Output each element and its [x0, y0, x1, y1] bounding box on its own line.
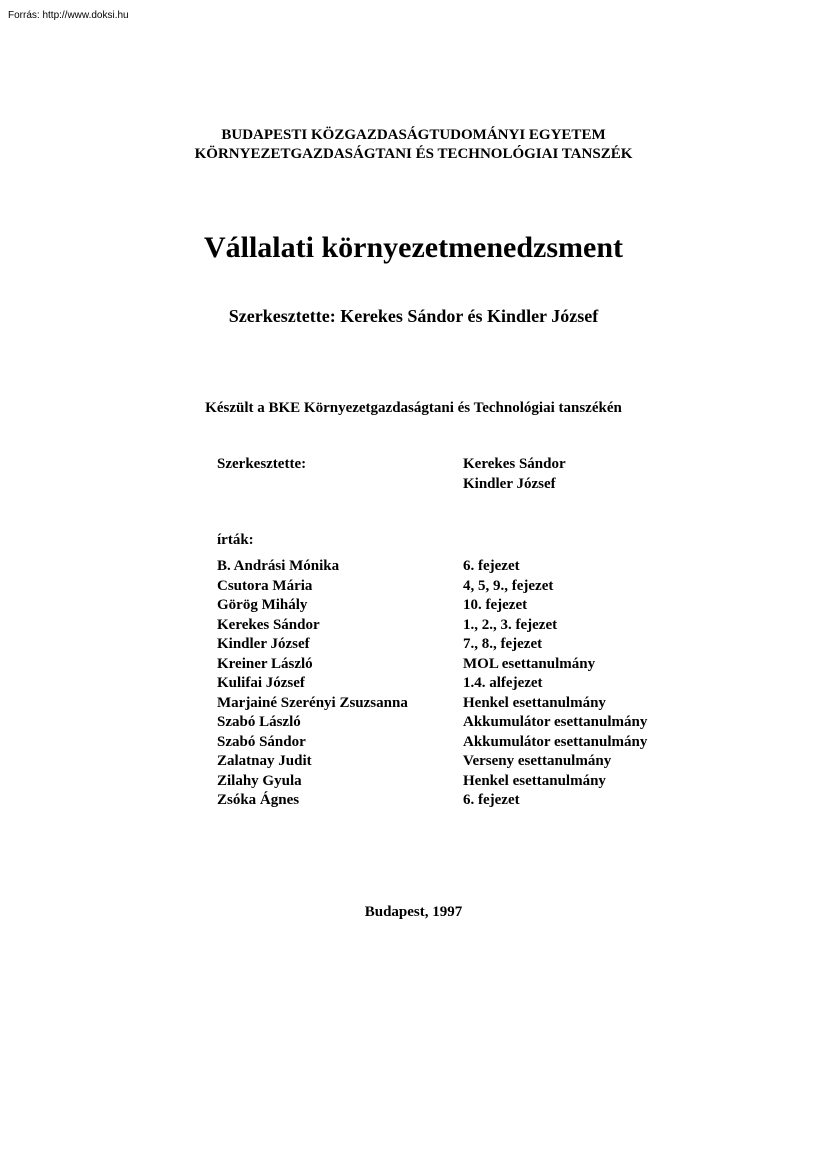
author-chapter: MOL esettanulmány [463, 655, 596, 672]
author-name: B. Andrási Mónika [217, 558, 340, 574]
author-row [217, 694, 717, 714]
author-row [217, 557, 717, 577]
editor-name: Kindler József [463, 475, 556, 492]
author-row [217, 635, 717, 655]
author-name: Kreiner László [217, 655, 313, 672]
author-name: Kerekes Sándor [217, 616, 320, 633]
author-row [217, 616, 717, 636]
author-name: Szabó Sándor [217, 733, 306, 750]
author-chapter: Akkumulátor esettanulmány [463, 714, 648, 730]
author-row [217, 791, 717, 811]
author-row [217, 596, 717, 616]
author-name: Szabó László [217, 714, 301, 730]
authors-list [217, 557, 717, 811]
author-name: Kindler József [217, 636, 310, 652]
author-name: Görög Mihály [217, 597, 308, 613]
author-chapter: 6. fejezet [463, 792, 520, 808]
author-name: Zsóka Ágnes [217, 792, 300, 808]
editors-names [463, 455, 566, 494]
author-chapter: 4, 5, 9., fejezet [463, 577, 554, 594]
author-chapter: 6. fejezet [463, 558, 520, 574]
author-name: Zilahy Gyula [217, 772, 302, 789]
author-chapter: Akkumulátor esettanulmány [463, 733, 648, 750]
author-chapter: Henkel esettanulmány [463, 694, 606, 711]
university-header [0, 126, 827, 164]
author-row [217, 674, 717, 694]
author-chapter: Henkel esettanulmány [463, 772, 606, 789]
author-row [217, 733, 717, 753]
author-chapter: Verseny esettanulmány [463, 753, 612, 769]
author-name: Marjainé Szerényi Zsuzsanna [217, 694, 408, 711]
source-url: Forrás: http://www.doksi.hu [8, 10, 129, 21]
made-at-note: Készült a BKE Környezetgazdaságtani és Technológiai tanszékén [205, 400, 622, 416]
author-row [217, 655, 717, 675]
place-and-year: Budapest, 1997 [364, 904, 463, 920]
author-name: Zalatnay Judit [217, 753, 312, 769]
university-name: BUDAPESTI KÖZGAZDASÁGTUDOMÁNYI EGYETEM [221, 127, 606, 143]
author-row [217, 752, 717, 772]
document-title: Vállalati környezetmenedzsment [203, 231, 624, 264]
author-name: Csutora Mária [217, 577, 313, 594]
author-row [217, 713, 717, 733]
author-chapter: 10. fejezet [463, 597, 528, 613]
author-name: Kulifai József [217, 675, 305, 691]
author-chapter: 7., 8., fejezet [463, 636, 543, 652]
authors-label: írták: [217, 532, 254, 548]
author-row [217, 772, 717, 792]
author-row [217, 577, 717, 597]
editors-subtitle: Szerkesztette: Kerekes Sándor és Kindler József [228, 306, 599, 326]
author-chapter: 1., 2., 3. fejezet [463, 616, 558, 633]
editor-name: Kerekes Sándor [463, 456, 566, 472]
department-name: KÖRNYEZETGAZDASÁGTANI ÉS TECHNOLÓGIAI TANSZÉK [194, 146, 633, 162]
author-chapter: 1.4. alfejezet [463, 675, 543, 691]
editors-label: Szerkesztette: [217, 456, 307, 472]
